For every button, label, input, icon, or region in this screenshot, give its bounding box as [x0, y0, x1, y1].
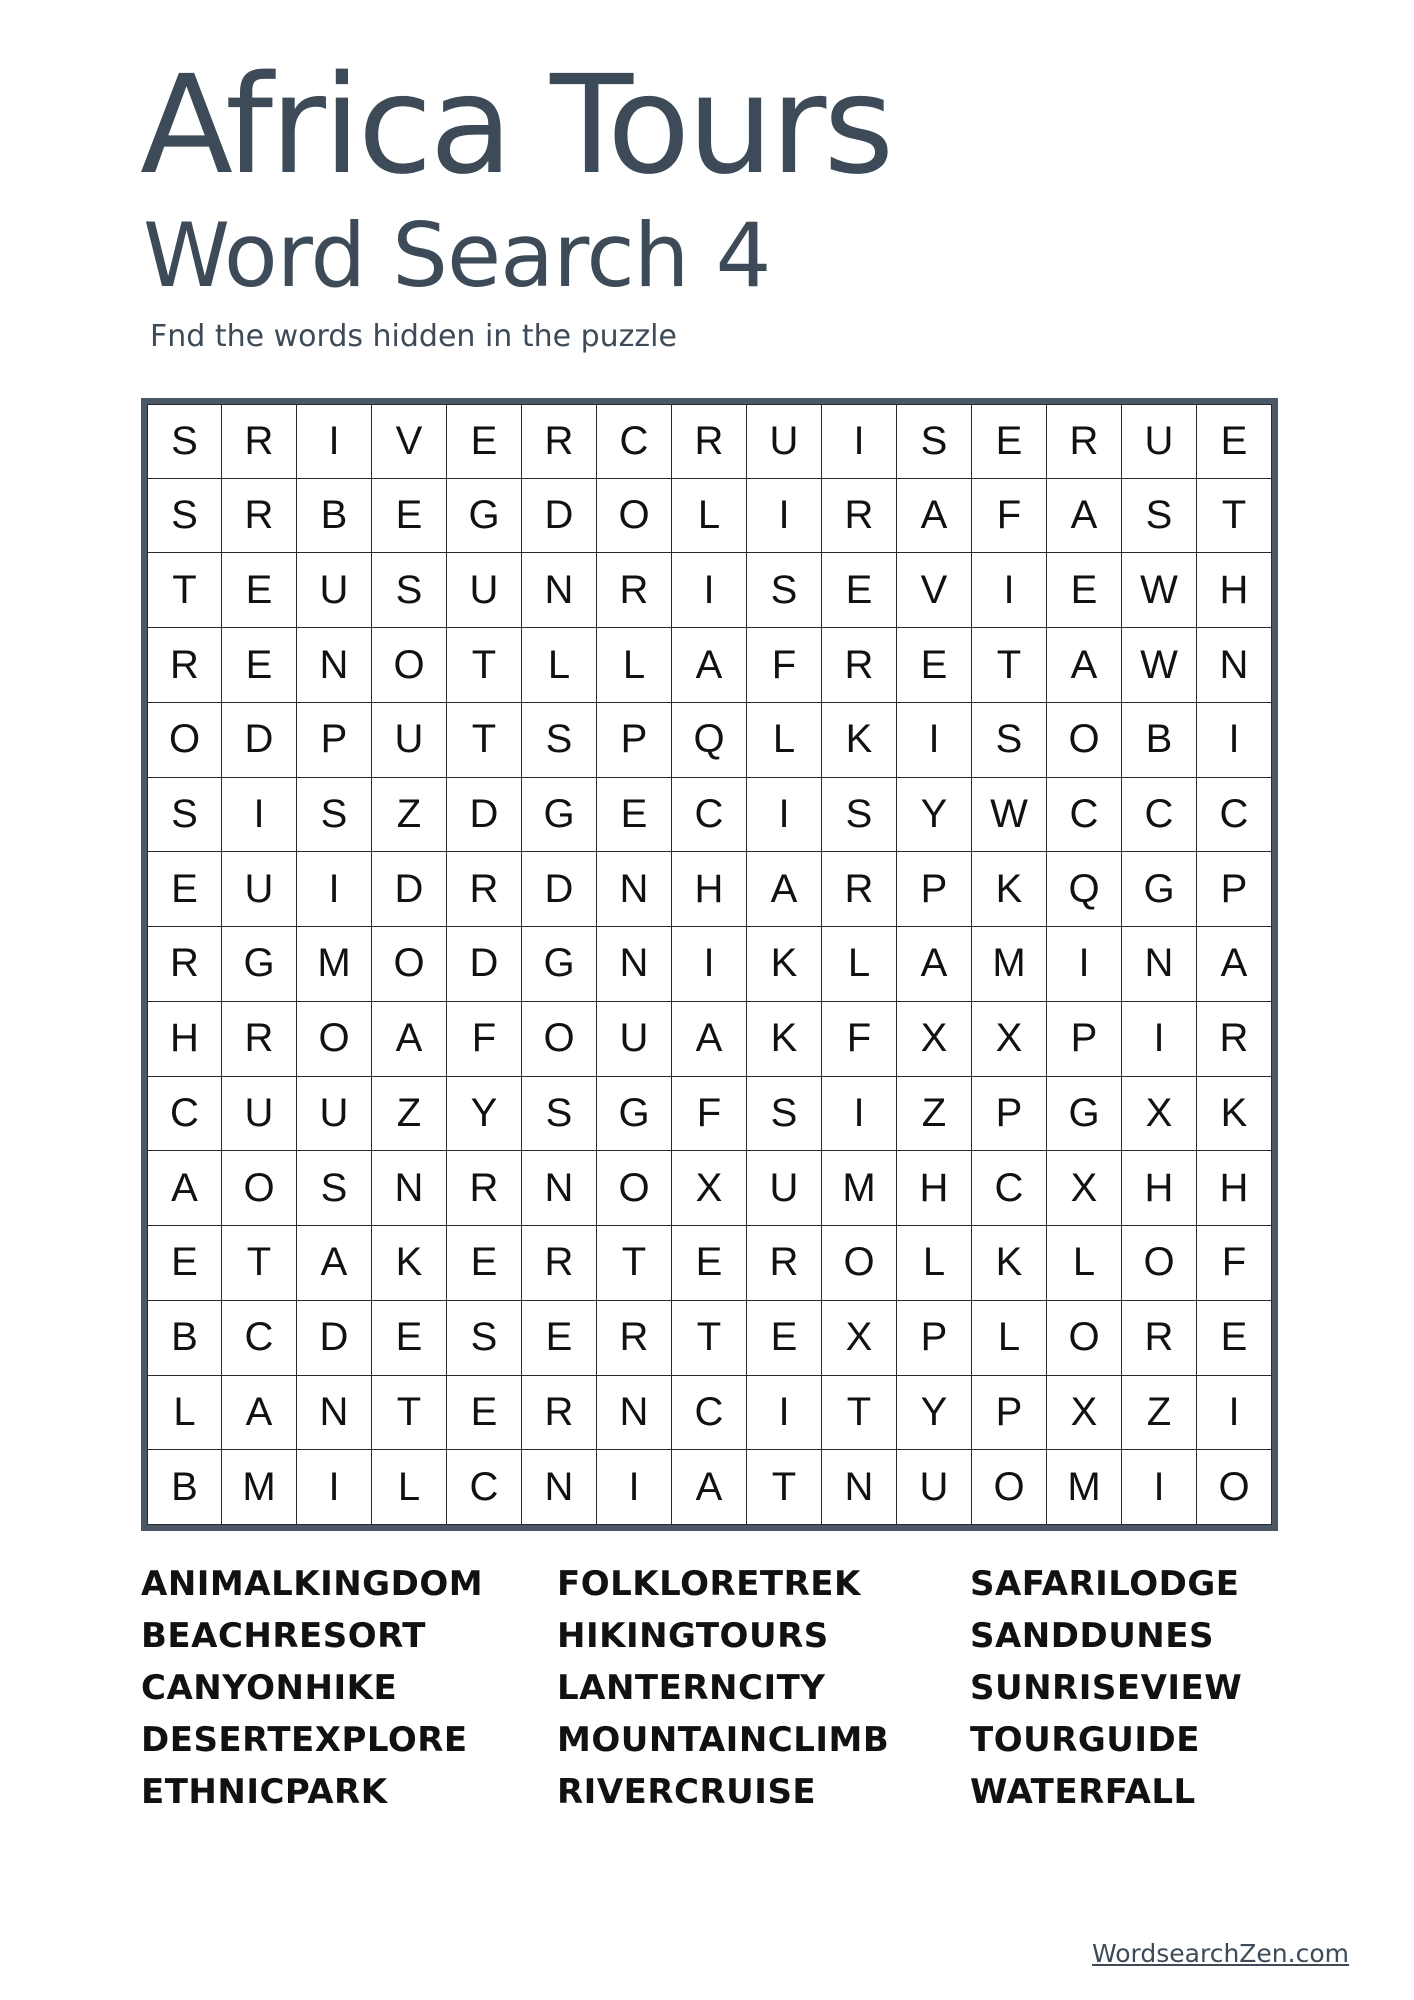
- grid-cell[interactable]: E: [447, 1226, 522, 1301]
- grid-cell[interactable]: U: [372, 703, 447, 778]
- word-item: SANDDUNES: [970, 1616, 1214, 1656]
- grid-cell[interactable]: G: [522, 778, 597, 853]
- grid-cell[interactable]: C: [672, 1376, 747, 1451]
- grid-cell[interactable]: H: [147, 1002, 222, 1077]
- grid-cell[interactable]: E: [447, 404, 522, 479]
- grid-cell[interactable]: A: [897, 927, 972, 1002]
- grid-cell[interactable]: F: [447, 1002, 522, 1077]
- grid-cell[interactable]: R: [672, 404, 747, 479]
- word-column: [557, 1558, 970, 1818]
- grid-cell[interactable]: P: [897, 1301, 972, 1376]
- grid-cell[interactable]: D: [372, 852, 447, 927]
- grid-cell[interactable]: I: [1047, 927, 1122, 1002]
- grid-cell[interactable]: A: [897, 479, 972, 554]
- grid-cell[interactable]: L: [372, 1450, 447, 1525]
- grid-cell[interactable]: R: [1122, 1301, 1197, 1376]
- grid-cell[interactable]: T: [372, 1376, 447, 1451]
- grid-cell[interactable]: A: [372, 1002, 447, 1077]
- word-item: TOURGUIDE: [970, 1720, 1200, 1760]
- grid-cell[interactable]: S: [147, 778, 222, 853]
- grid-cell[interactable]: D: [297, 1301, 372, 1376]
- word-column: [970, 1558, 1300, 1818]
- grid-cell[interactable]: E: [1197, 404, 1272, 479]
- grid-cell[interactable]: U: [1122, 404, 1197, 479]
- word-item: WATERFALL: [970, 1772, 1196, 1812]
- grid-cell[interactable]: A: [672, 1450, 747, 1525]
- grid-cell[interactable]: N: [297, 1376, 372, 1451]
- grid-cell[interactable]: R: [147, 927, 222, 1002]
- grid-cell[interactable]: R: [1197, 1002, 1272, 1077]
- grid-cell[interactable]: T: [972, 628, 1047, 703]
- page-title: Africa Tours: [140, 47, 892, 205]
- grid-cell[interactable]: K: [822, 703, 897, 778]
- grid-cell[interactable]: S: [522, 1077, 597, 1152]
- grid-cell[interactable]: O: [222, 1151, 297, 1226]
- grid-cell[interactable]: D: [447, 927, 522, 1002]
- grid-cell[interactable]: E: [597, 778, 672, 853]
- grid-cell[interactable]: Z: [372, 1077, 447, 1152]
- grid-cell[interactable]: D: [522, 852, 597, 927]
- grid-cell[interactable]: V: [372, 404, 447, 479]
- grid-cell[interactable]: C: [672, 778, 747, 853]
- grid-cell[interactable]: G: [1047, 1077, 1122, 1152]
- grid-cell[interactable]: S: [897, 404, 972, 479]
- grid-cell[interactable]: P: [297, 703, 372, 778]
- grid-cell[interactable]: U: [297, 553, 372, 628]
- grid-cell[interactable]: N: [1197, 628, 1272, 703]
- grid-cell[interactable]: O: [822, 1226, 897, 1301]
- grid-cell[interactable]: L: [672, 479, 747, 554]
- grid-cell[interactable]: U: [747, 1151, 822, 1226]
- grid-cell[interactable]: K: [372, 1226, 447, 1301]
- grid-cell[interactable]: A: [147, 1151, 222, 1226]
- grid-cell[interactable]: F: [747, 628, 822, 703]
- grid-cell[interactable]: R: [597, 553, 672, 628]
- grid-cell[interactable]: E: [522, 1301, 597, 1376]
- grid-cell[interactable]: H: [672, 852, 747, 927]
- grid-cell[interactable]: T: [597, 1226, 672, 1301]
- grid-cell[interactable]: I: [822, 1077, 897, 1152]
- grid-cell[interactable]: X: [897, 1002, 972, 1077]
- grid-cell[interactable]: E: [1197, 1301, 1272, 1376]
- page-subtitle: Word Search 4: [143, 204, 771, 307]
- grid-cell[interactable]: X: [1047, 1376, 1122, 1451]
- word-item: RIVERCRUISE: [557, 1772, 817, 1812]
- grid-cell[interactable]: K: [747, 1002, 822, 1077]
- grid-cell[interactable]: Z: [897, 1077, 972, 1152]
- grid-cell[interactable]: L: [522, 628, 597, 703]
- grid-cell[interactable]: P: [1047, 1002, 1122, 1077]
- grid-cell[interactable]: R: [447, 1151, 522, 1226]
- grid-cell[interactable]: S: [297, 778, 372, 853]
- grid-cell[interactable]: S: [147, 479, 222, 554]
- grid-cell[interactable]: L: [147, 1376, 222, 1451]
- grid-cell[interactable]: C: [597, 404, 672, 479]
- grid-cell[interactable]: E: [372, 1301, 447, 1376]
- grid-cell[interactable]: R: [597, 1301, 672, 1376]
- grid-cell[interactable]: G: [447, 479, 522, 554]
- grid-cell[interactable]: R: [1047, 404, 1122, 479]
- grid-cell[interactable]: Z: [1122, 1376, 1197, 1451]
- word-item: MOUNTAINCLIMB: [557, 1720, 890, 1760]
- grid-cell[interactable]: U: [297, 1077, 372, 1152]
- word-item: ETHNICPARK: [141, 1772, 388, 1812]
- grid-cell[interactable]: F: [672, 1077, 747, 1152]
- grid-cell[interactable]: N: [597, 927, 672, 1002]
- grid-cell[interactable]: O: [1047, 1301, 1122, 1376]
- grid-cell[interactable]: R: [822, 479, 897, 554]
- grid-cell[interactable]: Q: [1047, 852, 1122, 927]
- grid-cell[interactable]: H: [1197, 553, 1272, 628]
- grid-cell[interactable]: A: [1047, 628, 1122, 703]
- grid-cell[interactable]: R: [522, 1226, 597, 1301]
- grid-cell[interactable]: N: [1122, 927, 1197, 1002]
- grid-cell[interactable]: G: [1122, 852, 1197, 927]
- grid-cell[interactable]: H: [897, 1151, 972, 1226]
- grid-cell[interactable]: E: [447, 1376, 522, 1451]
- grid-cell[interactable]: B: [297, 479, 372, 554]
- grid-cell[interactable]: U: [222, 852, 297, 927]
- grid-cell[interactable]: L: [822, 927, 897, 1002]
- grid-cell[interactable]: A: [1047, 479, 1122, 554]
- grid-cell[interactable]: W: [1122, 628, 1197, 703]
- grid-cell[interactable]: O: [372, 927, 447, 1002]
- grid-cell[interactable]: C: [1197, 778, 1272, 853]
- grid-cell[interactable]: E: [147, 1226, 222, 1301]
- grid-cell[interactable]: N: [597, 1376, 672, 1451]
- word-item: LANTERNCITY: [557, 1668, 826, 1708]
- word-column: [141, 1558, 557, 1818]
- grid-cell[interactable]: L: [897, 1226, 972, 1301]
- grid-cell[interactable]: P: [897, 852, 972, 927]
- grid-cell[interactable]: O: [1197, 1450, 1272, 1525]
- grid-cell[interactable]: C: [447, 1450, 522, 1525]
- grid-cell[interactable]: I: [1197, 1376, 1272, 1451]
- grid-cell[interactable]: U: [597, 1002, 672, 1077]
- grid-cell[interactable]: M: [1047, 1450, 1122, 1525]
- grid-cell[interactable]: C: [1122, 778, 1197, 853]
- grid-cell[interactable]: E: [372, 479, 447, 554]
- grid-cell[interactable]: E: [972, 404, 1047, 479]
- grid-cell[interactable]: E: [672, 1226, 747, 1301]
- grid-cell[interactable]: S: [747, 553, 822, 628]
- grid-cell[interactable]: O: [297, 1002, 372, 1077]
- grid-cell[interactable]: M: [972, 927, 1047, 1002]
- grid-cell[interactable]: C: [972, 1151, 1047, 1226]
- grid-cell[interactable]: W: [1122, 553, 1197, 628]
- grid-cell[interactable]: E: [747, 1301, 822, 1376]
- grid-cell[interactable]: I: [747, 1376, 822, 1451]
- grid-cell[interactable]: E: [222, 553, 297, 628]
- grid-cell[interactable]: U: [747, 404, 822, 479]
- grid-cell[interactable]: R: [222, 479, 297, 554]
- grid-cell[interactable]: I: [822, 404, 897, 479]
- word-item: SAFARILODGE: [970, 1564, 1240, 1604]
- grid-cell[interactable]: K: [972, 852, 1047, 927]
- grid-cell[interactable]: E: [222, 628, 297, 703]
- grid-cell[interactable]: O: [1047, 703, 1122, 778]
- grid-cell[interactable]: K: [1197, 1077, 1272, 1152]
- grid-cell[interactable]: F: [822, 1002, 897, 1077]
- grid-cell[interactable]: E: [1047, 553, 1122, 628]
- grid-cell[interactable]: O: [372, 628, 447, 703]
- grid-cell[interactable]: F: [972, 479, 1047, 554]
- grid-cell[interactable]: G: [522, 927, 597, 1002]
- grid-cell[interactable]: E: [147, 852, 222, 927]
- grid-cell[interactable]: N: [522, 553, 597, 628]
- grid-cell[interactable]: S: [972, 703, 1047, 778]
- word-item: ANIMALKINGDOM: [141, 1564, 484, 1604]
- grid-cell[interactable]: I: [597, 1450, 672, 1525]
- grid-cell[interactable]: U: [222, 1077, 297, 1152]
- grid-cell[interactable]: S: [297, 1151, 372, 1226]
- grid-cell[interactable]: X: [1122, 1077, 1197, 1152]
- grid-cell[interactable]: W: [972, 778, 1047, 853]
- grid-cell[interactable]: C: [222, 1301, 297, 1376]
- grid-cell[interactable]: O: [1122, 1226, 1197, 1301]
- grid-cell[interactable]: R: [522, 404, 597, 479]
- grid-cell[interactable]: E: [897, 628, 972, 703]
- grid-cell[interactable]: U: [447, 553, 522, 628]
- letter-grid: [147, 404, 1272, 1525]
- grid-cell[interactable]: F: [1197, 1226, 1272, 1301]
- grid-cell[interactable]: O: [522, 1002, 597, 1077]
- grid-cell[interactable]: I: [672, 927, 747, 1002]
- grid-cell[interactable]: N: [297, 628, 372, 703]
- grid-cell[interactable]: X: [1047, 1151, 1122, 1226]
- grid-cell[interactable]: X: [672, 1151, 747, 1226]
- grid-cell[interactable]: S: [147, 404, 222, 479]
- grid-cell[interactable]: L: [747, 703, 822, 778]
- grid-cell[interactable]: V: [897, 553, 972, 628]
- grid-cell[interactable]: M: [222, 1450, 297, 1525]
- grid-cell[interactable]: Z: [372, 778, 447, 853]
- grid-cell[interactable]: B: [147, 1450, 222, 1525]
- grid-cell[interactable]: S: [447, 1301, 522, 1376]
- grid-cell[interactable]: S: [522, 703, 597, 778]
- grid-cell[interactable]: M: [822, 1151, 897, 1226]
- grid-cell[interactable]: T: [672, 1301, 747, 1376]
- grid-cell[interactable]: D: [522, 479, 597, 554]
- grid-cell[interactable]: S: [822, 778, 897, 853]
- grid-cell[interactable]: I: [972, 553, 1047, 628]
- grid-cell[interactable]: B: [1122, 703, 1197, 778]
- grid-cell[interactable]: A: [672, 1002, 747, 1077]
- grid-cell[interactable]: A: [672, 628, 747, 703]
- grid-cell[interactable]: Q: [672, 703, 747, 778]
- word-item: FOLKLORETREK: [557, 1564, 861, 1604]
- grid-cell[interactable]: K: [972, 1226, 1047, 1301]
- grid-cell[interactable]: A: [222, 1376, 297, 1451]
- grid-cell[interactable]: O: [597, 479, 672, 554]
- grid-cell[interactable]: E: [822, 553, 897, 628]
- grid-cell[interactable]: C: [147, 1077, 222, 1152]
- grid-cell[interactable]: I: [672, 553, 747, 628]
- grid-cell[interactable]: O: [972, 1450, 1047, 1525]
- word-item: CANYONHIKE: [141, 1668, 398, 1708]
- grid-cell[interactable]: T: [822, 1376, 897, 1451]
- grid-cell[interactable]: I: [1122, 1002, 1197, 1077]
- grid-cell[interactable]: A: [297, 1226, 372, 1301]
- grid-cell[interactable]: R: [822, 852, 897, 927]
- grid-cell[interactable]: N: [822, 1450, 897, 1525]
- grid-cell[interactable]: S: [372, 553, 447, 628]
- grid-cell[interactable]: O: [147, 703, 222, 778]
- grid-cell[interactable]: H: [1122, 1151, 1197, 1226]
- grid-cell[interactable]: N: [372, 1151, 447, 1226]
- grid-cell[interactable]: L: [1047, 1226, 1122, 1301]
- instructions-text: Fnd the words hidden in the puzzle: [150, 319, 677, 354]
- grid-cell[interactable]: R: [222, 404, 297, 479]
- grid-cell[interactable]: I: [897, 703, 972, 778]
- grid-cell[interactable]: I: [1122, 1450, 1197, 1525]
- grid-cell[interactable]: I: [1197, 703, 1272, 778]
- grid-cell[interactable]: H: [1197, 1151, 1272, 1226]
- word-item: SUNRISEVIEW: [970, 1668, 1243, 1708]
- grid-cell[interactable]: R: [222, 1002, 297, 1077]
- word-item: DESERTEXPLORE: [141, 1720, 468, 1760]
- grid-cell[interactable]: D: [222, 703, 297, 778]
- grid-cell[interactable]: U: [897, 1450, 972, 1525]
- grid-cell[interactable]: Y: [897, 1376, 972, 1451]
- word-item: HIKINGTOURS: [557, 1616, 829, 1656]
- grid-cell[interactable]: M: [297, 927, 372, 1002]
- grid-cell[interactable]: T: [747, 1450, 822, 1525]
- grid-cell[interactable]: D: [447, 778, 522, 853]
- grid-cell[interactable]: I: [297, 852, 372, 927]
- grid-cell[interactable]: R: [822, 628, 897, 703]
- grid-cell[interactable]: I: [297, 404, 372, 479]
- grid-cell[interactable]: A: [747, 852, 822, 927]
- grid-cell[interactable]: K: [747, 927, 822, 1002]
- grid-cell[interactable]: C: [1047, 778, 1122, 853]
- grid-cell[interactable]: T: [447, 628, 522, 703]
- grid-cell[interactable]: L: [972, 1301, 1047, 1376]
- grid-cell[interactable]: P: [597, 703, 672, 778]
- grid-cell[interactable]: X: [972, 1002, 1047, 1077]
- grid-cell[interactable]: T: [222, 1226, 297, 1301]
- grid-cell[interactable]: G: [222, 927, 297, 1002]
- grid-cell[interactable]: S: [1122, 479, 1197, 554]
- grid-cell[interactable]: S: [747, 1077, 822, 1152]
- site-link[interactable]: WordsearchZen.com: [1092, 1939, 1349, 1968]
- grid-cell[interactable]: N: [597, 852, 672, 927]
- puzzle-frame: [141, 398, 1278, 1531]
- grid-cell[interactable]: P: [972, 1077, 1047, 1152]
- grid-cell[interactable]: X: [822, 1301, 897, 1376]
- grid-cell[interactable]: P: [972, 1376, 1047, 1451]
- grid-cell[interactable]: I: [222, 778, 297, 853]
- grid-cell[interactable]: T: [1197, 479, 1272, 554]
- grid-cell[interactable]: I: [747, 778, 822, 853]
- word-item: BEACHRESORT: [141, 1616, 427, 1656]
- grid-cell[interactable]: R: [447, 852, 522, 927]
- grid-cell[interactable]: A: [1197, 927, 1272, 1002]
- grid-cell[interactable]: O: [597, 1151, 672, 1226]
- grid-cell[interactable]: P: [1197, 852, 1272, 927]
- grid-cell[interactable]: R: [147, 628, 222, 703]
- grid-cell[interactable]: B: [147, 1301, 222, 1376]
- grid-cell[interactable]: R: [522, 1376, 597, 1451]
- grid-cell[interactable]: G: [597, 1077, 672, 1152]
- grid-cell[interactable]: L: [597, 628, 672, 703]
- grid-cell[interactable]: T: [447, 703, 522, 778]
- grid-cell[interactable]: N: [522, 1151, 597, 1226]
- grid-cell[interactable]: I: [747, 479, 822, 554]
- grid-cell[interactable]: Y: [447, 1077, 522, 1152]
- grid-cell[interactable]: R: [747, 1226, 822, 1301]
- grid-cell[interactable]: N: [522, 1450, 597, 1525]
- grid-cell[interactable]: T: [147, 553, 222, 628]
- grid-cell[interactable]: I: [297, 1450, 372, 1525]
- grid-cell[interactable]: Y: [897, 778, 972, 853]
- word-list: [141, 1558, 1301, 1818]
